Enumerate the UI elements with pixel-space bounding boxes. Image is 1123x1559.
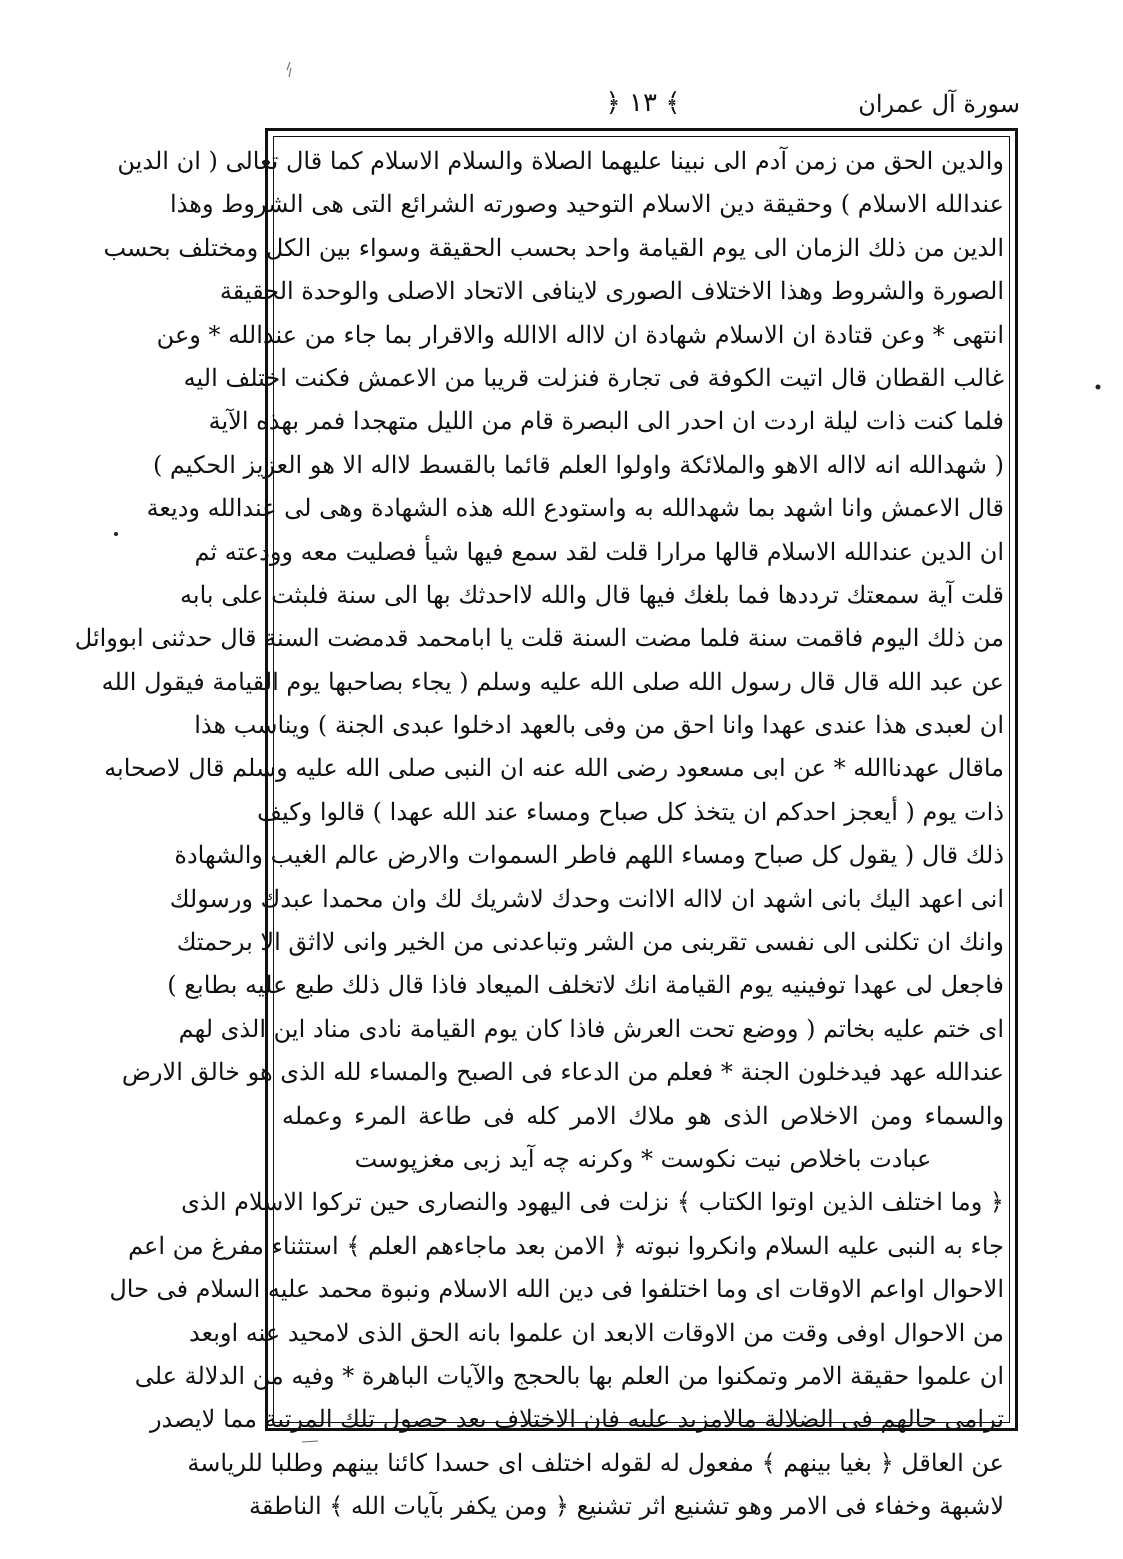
text-line: من الاحوال اوفى وقت من الاوقات الابعد ان علموا بانه الحق الذى لامحيد عنه اوبعد [189, 1318, 1004, 1347]
scan-speck [284, 60, 296, 80]
text-line: ﴿ وما اختلف الذين اوتوا الكتاب ﴾ نزلت فى اليهود والنصارى حين تركوا الاسلام الذى [181, 1188, 1004, 1217]
text-line: فاجعل لى عهدا توفينيه يوم القيامة انك لاتخلف الميعاد فاذا قال ذلك طبع عليه بطابع ) [167, 971, 1004, 1000]
text-line: ان لعبدى هذا عندى عهدا وانا احق من وفى بالعهد ادخلوا عبدى الجنة ) ويناسب هذا [194, 711, 1004, 740]
page-body [74, 140, 1004, 1529]
text-line: من ذلك اليوم فاقمت سنة فلما مضت السنة قلت يا ابامحمد قدمضت السنة قال حدثنى ابووائل [74, 624, 1004, 653]
text-line: قلت آية سمعتك ترددها فما بلغك فيها قال والله لااحدثك بها الى سنة فلبثت على بابه [180, 580, 1004, 609]
text-line: وانك ان تكلنى الى نفسى تقربنى من الشر وتباعدنى من الخير وانى لااثق الا برحمتك [176, 928, 1004, 957]
text-line: ماقال عهدناالله * عن ابى مسعود رضى الله عنه ان النبى صلى الله عليه وسلم قال لاصحابه [104, 754, 1004, 783]
text-line: عن العاقل ﴿ بغيا بينهم ﴾ مفعول له لقوله اختلف اى حسدا كائنا بينهم وطلبا للرياسة [187, 1448, 1004, 1477]
text-line: ذات يوم ( أيعجز احدكم ان يتخذ كل صباح ومساء عند الله عهدا ) قالوا وكيف [257, 797, 1004, 826]
scan-speck [300, 1437, 322, 1447]
text-line: لاشبهة وخفاء فى الامر وهو تشنيع اثر تشنيع ﴿ ومن يكفر بآيات الله ﴾ الناطقة [249, 1492, 1004, 1521]
text-line: ان علموا حقيقة الامر وتمكنوا من العلم بها بالحجج والآيات الباهرة * وفيه من الدلالة على [134, 1361, 1004, 1390]
text-line: الصورة والشروط وهذا الاختلاف الصورى لاينافى الاتحاد الاصلى والوحدة الحقيقة [219, 277, 1004, 306]
surah-title: سورة آل عمران [858, 90, 1020, 118]
text-line: ( شهدالله انه لااله الاهو والملائكة واولوا العلم قائما بالقسط لااله الا هو العزيز الحكيم ) [152, 450, 1004, 479]
page-header [268, 88, 1020, 126]
scan-speck [1094, 383, 1102, 391]
text-line: ان الدين عندالله الاسلام قالها مرارا قلت لقد سمع فيها شيأ فصليت معه وودعته ثم [194, 537, 1004, 566]
text-line: اى ختم عليه بخاتم ( ووضع تحت العرش فاذا كان يوم القيامة نادى مناد اين الذى لهم [178, 1014, 1004, 1043]
text-line: عن عبد الله قال قال رسول الله صلى الله عليه وسلم ( يجاء بصاحبها يوم القيامة فيقول الله [101, 667, 1004, 696]
text-line: فلما كنت ذات ليلة اردت ان احدر الى البصرة قام من الليل متهجدا فمر بهذه الآية [208, 407, 1004, 436]
text-line: انى اعهد اليك بانى اشهد ان لااله الاانت وحدك لاشريك لك وان محمدا عبدك ورسولك [169, 884, 1004, 913]
persian-verse: عبادت باخلاص نيت نكوست * وكرنه چه آيد زبى مغزپوست [354, 1144, 932, 1173]
text-line: الاحوال اواعم الاوقات اى وما اختلفوا فى دين الله الاسلام ونبوة محمد عليه السلام فى حال [109, 1275, 1004, 1304]
page-number: ﴾ ١٣ ﴿ [605, 88, 681, 118]
text-line: عندالله الاسلام ) وحقيقة دين الاسلام التوحيد وصورته الشرائع التى هى الشروط وهذا [170, 190, 1004, 219]
text-line: ذلك قال ( يقول كل صباح ومساء اللهم فاطر السموات والارض عالم الغيب والشهادة [174, 841, 1004, 870]
text-line: انتهى * وعن قتادة ان الاسلام شهادة ان لااله الاالله والاقرار بما جاء من عندالله * وعن [156, 320, 1004, 349]
text-line: عندالله عهد فيدخلون الجنة * فعلم من الدعاء فى الصبح والمساء لله الذى هو خالق الارض [121, 1058, 1004, 1087]
scan-speck [112, 530, 120, 538]
text-line: غالب القطان قال اتيت الكوفة فى تجارة فنزلت قريبا من الاعمش فكنت اختلف اليه [183, 363, 1004, 392]
text-line: والدين الحق من زمن آدم الى نبينا عليهما الصلاة والسلام الاسلام كما قال تعالى ( ان الدين [117, 147, 1004, 175]
text-line: جاء به النبى عليه السلام وانكروا نبوته ﴿ الامن بعد ماجاءهم العلم ﴾ استثناء مفرغ من اعم [128, 1231, 1004, 1260]
text-line: الدين من ذلك الزمان الى يوم القيامة واحد بحسب الحقيقة وسواء بين الكل ومختلف بحسب [103, 233, 1004, 262]
text-line: ترامى حالهم فى الضلالة مالامزيد عليه فان الاختلاف بعد حصول تلك المرتبة مما لايصدر [149, 1405, 1004, 1434]
text-line: والسماء ومن الاخلاص الذى هو ملاك الامر كله فى طاعة المرء وعمله [282, 1101, 1004, 1130]
text-line: قال الاعمش وانا اشهد بما شهدالله به واستودع الله هذه الشهادة وهى لى عندالله وديعة [146, 494, 1004, 523]
